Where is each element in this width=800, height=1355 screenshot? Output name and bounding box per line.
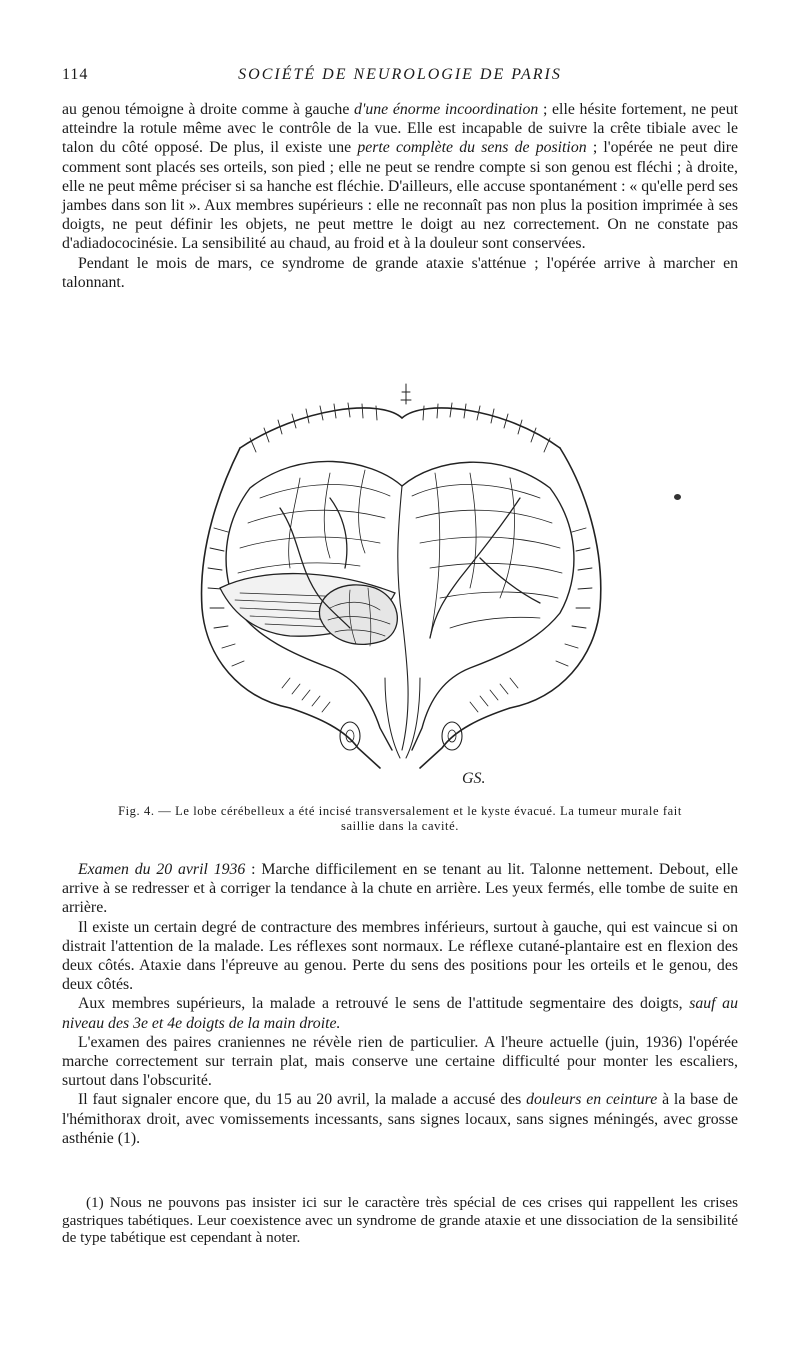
- page-header: [62, 66, 738, 88]
- para5-emphasis: sauf au niveau des 3e et 4e doigts de la main droite.: [62, 995, 738, 1032]
- body-text-bottom: [62, 860, 738, 1148]
- figure-caption: [62, 804, 738, 834]
- paragraph-2: Pendant le mois de mars, ce syndrome de grande ataxie s'atténue ; l'opérée arrive à marcher en talonnant.: [62, 254, 738, 291]
- para7-emphasis: douleurs en ceinture: [526, 1091, 658, 1109]
- para1-text-c: ; l'opérée ne peut dire comment sont placés ses orteils, son pied ; elle ne peut se rendre compte si son genou est fléchi ; à droite, elle ne peut même préciser si sa hanche est fléchie. D'ailleurs, elle accuse spontanément : « qu'elle perd ses jambes dans son lit ». Aux membres supérieurs : elle ne reconnaît pas non plus la position imprimée à ses doigts, ne peut définir les objets, ne peut mettre le doigt au nez correctement. On ne constate pas d'adiadococinésie. La sensibilité au chaud, au froid et à la douleur sont conservées.: [62, 139, 738, 253]
- para1-emphasis-b: perte complète du sens de position: [357, 139, 587, 157]
- caption-line-1: Fig. 4. — Le lobe cérébelleux a été incisé transversalement et le kyste évacué. La tumeur murale fait: [118, 804, 682, 818]
- para1-text-a: au genou témoigne à droite comme à gauche: [62, 101, 355, 118]
- paragraph-5: [62, 994, 738, 1032]
- running-title: SOCIÉTÉ DE NEUROLOGIE DE PARIS: [238, 66, 562, 83]
- para1-text-b: ; elle hésite fortement, ne peut atteindre la rotule même avec le contrôle de la vue. Elle est incapable de suivre la crête tibiale avec le talon du côté opposé. De plus, il existe une: [62, 101, 738, 157]
- paragraph-7: [62, 1090, 738, 1148]
- exam-date: Examen du 20 avril 1936: [78, 861, 246, 878]
- para3-text: : Marche difficilement en se tenant au lit. Talonne nettement. Debout, elle arrive à se redresser et à corriger la tendance à la chute en arrière. Les yeux fermés, elle tombe de suite en arrière.: [62, 861, 738, 917]
- paragraph-1: [62, 100, 738, 254]
- paragraph-3: [62, 860, 738, 918]
- ink-spot: [674, 494, 681, 500]
- para7-text-b: à la base de l'hémithorax droit, avec vomissements incessants, sans signes locaux, sans signes méningés, avec grosse asthénie (1).: [62, 1091, 738, 1147]
- paragraph-6: L'examen des paires craniennes ne révèle rien de particulier. A l'heure actuelle (juin, 1936) l'opérée marche correctement sur terrain plat, mais conserve une certaine difficulté pour monter les escaliers, surtout dans l'obscurité.: [62, 1033, 738, 1090]
- page-number: 114: [62, 66, 89, 83]
- paragraph-4: Il existe un certain degré de contracture des membres inférieurs, surtout à gauche, qui est vaincue si on distrait l'attention de la malade. Les réflexes sont normaux. Le réflexe cutané-plantaire est en flexion des deux côtés. Ataxie dans l'épreuve au genou. Perte du sens des positions pour les orteils et le genou, des deux côtés.: [62, 918, 738, 994]
- para7-text-a: Il faut signaler encore que, du 15 au 20 avril, la malade a accusé des: [78, 1091, 527, 1109]
- figure-cerebellum-illustration: [180, 378, 620, 794]
- body-text-top: [62, 100, 738, 292]
- caption-line-2: saillie dans la cavité.: [341, 819, 459, 833]
- illustrator-signature: GS.: [462, 770, 486, 787]
- para1-emphasis-a: d'une énorme incoordination: [354, 101, 539, 118]
- footnote: (1) Nous ne pouvons pas insister ici sur le caractère très spécial de ces crises qui rappellent les crises gastriques tabétiques. Leur coexistence avec un syndrome de grande ataxie et une dissociation de la sensibilité de type tabétique est cependant à noter.: [62, 1194, 738, 1246]
- para5-text: Aux membres supérieurs, la malade a retrouvé le sens de l'attitude segmentaire des doigts,: [78, 995, 690, 1013]
